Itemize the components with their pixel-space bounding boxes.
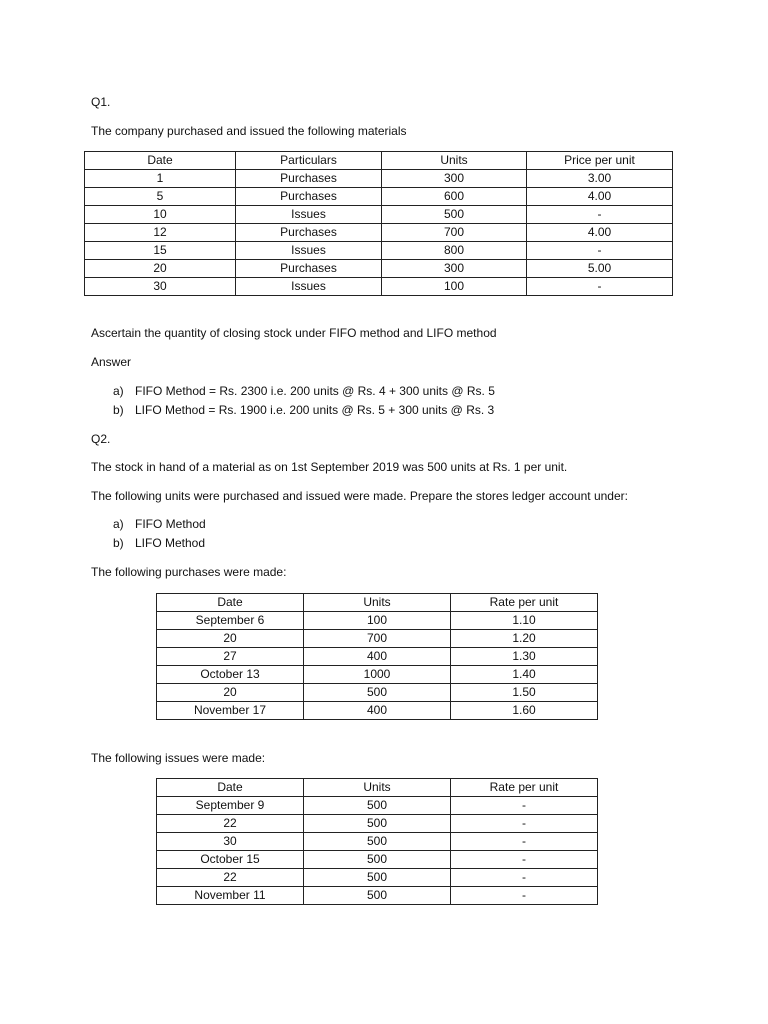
cell-rate: - <box>451 815 598 833</box>
q1-label: Q1. <box>91 95 111 109</box>
cell-particulars: Issues <box>236 206 382 224</box>
answer-label: Answer <box>91 355 132 369</box>
method-text: FIFO Method <box>135 517 206 531</box>
cell-date: 30 <box>85 278 236 296</box>
table-row <box>157 869 598 887</box>
purchases-table <box>156 593 598 720</box>
cell-price: - <box>527 242 673 260</box>
table-row <box>157 887 598 905</box>
cell-rate: 1.60 <box>451 702 598 720</box>
cell-particulars: Issues <box>236 242 382 260</box>
table-row <box>157 815 598 833</box>
answer-text: FIFO Method = Rs. 2300 i.e. 200 units @ Rs. 4 + 300 units @ Rs. 5 <box>135 384 495 398</box>
header-units: Units <box>382 152 527 170</box>
cell-units: 400 <box>304 648 451 666</box>
cell-units: 500 <box>304 851 451 869</box>
cell-units: 500 <box>304 684 451 702</box>
cell-units: 400 <box>304 702 451 720</box>
table-header-row <box>157 594 598 612</box>
cell-date: November 11 <box>157 887 304 905</box>
cell-rate: 1.20 <box>451 630 598 648</box>
header-price-per-unit: Price per unit <box>527 152 673 170</box>
method-item <box>113 516 206 532</box>
header-date: Date <box>157 779 304 797</box>
q2-label: Q2. <box>91 432 111 446</box>
header-rate-per-unit: Rate per unit <box>451 779 598 797</box>
list-marker: a) <box>113 384 124 398</box>
cell-units: 500 <box>304 887 451 905</box>
answer-text: LIFO Method = Rs. 1900 i.e. 200 units @ Rs. 5 + 300 units @ Rs. 3 <box>135 403 495 417</box>
cell-date: 12 <box>85 224 236 242</box>
cell-price: 4.00 <box>527 224 673 242</box>
table-row <box>157 833 598 851</box>
header-units: Units <box>304 779 451 797</box>
table-row <box>157 797 598 815</box>
answer-item <box>113 383 495 399</box>
cell-date: 20 <box>157 630 304 648</box>
cell-date: November 17 <box>157 702 304 720</box>
cell-date: 27 <box>157 648 304 666</box>
cell-units: 700 <box>382 224 527 242</box>
list-marker: a) <box>113 517 124 531</box>
cell-rate: 1.50 <box>451 684 598 702</box>
cell-price: - <box>527 206 673 224</box>
table-header-row <box>157 779 598 797</box>
cell-particulars: Purchases <box>236 188 382 206</box>
cell-date: 5 <box>85 188 236 206</box>
cell-date: 10 <box>85 206 236 224</box>
table-row <box>85 224 673 242</box>
cell-date: 30 <box>157 833 304 851</box>
method-text: LIFO Method <box>135 536 206 550</box>
list-marker: b) <box>113 536 124 550</box>
purchases-label: The following purchases were made: <box>91 565 287 579</box>
q1-materials-table <box>84 151 673 296</box>
cell-units: 100 <box>304 612 451 630</box>
cell-particulars: Purchases <box>236 260 382 278</box>
cell-date: 22 <box>157 815 304 833</box>
answer-item <box>113 402 494 418</box>
q2-stock-text: The stock in hand of a material as on 1st September 2019 was 500 units at Rs. 1 per unit. <box>91 460 568 474</box>
header-rate-per-unit: Rate per unit <box>451 594 598 612</box>
table-row <box>157 648 598 666</box>
table-row <box>157 851 598 869</box>
cell-units: 800 <box>382 242 527 260</box>
cell-units: 700 <box>304 630 451 648</box>
cell-particulars: Purchases <box>236 224 382 242</box>
header-date: Date <box>85 152 236 170</box>
header-units: Units <box>304 594 451 612</box>
cell-date: 20 <box>157 684 304 702</box>
issues-label: The following issues were made: <box>91 751 266 765</box>
table-row <box>157 702 598 720</box>
q1-question: Ascertain the quantity of closing stock under FIFO method and LIFO method <box>91 326 497 340</box>
cell-rate: - <box>451 851 598 869</box>
issues-table <box>156 778 598 905</box>
cell-units: 500 <box>304 797 451 815</box>
cell-units: 1000 <box>304 666 451 684</box>
cell-date: 20 <box>85 260 236 278</box>
table-header-row <box>85 152 673 170</box>
header-particulars: Particulars <box>236 152 382 170</box>
cell-rate: - <box>451 833 598 851</box>
cell-price: - <box>527 278 673 296</box>
table-row <box>157 666 598 684</box>
cell-units: 500 <box>382 206 527 224</box>
cell-price: 3.00 <box>527 170 673 188</box>
cell-rate: - <box>451 869 598 887</box>
cell-particulars: Issues <box>236 278 382 296</box>
cell-date: October 15 <box>157 851 304 869</box>
cell-date: September 6 <box>157 612 304 630</box>
list-marker: b) <box>113 403 124 417</box>
cell-units: 500 <box>304 833 451 851</box>
method-item <box>113 535 205 551</box>
cell-units: 500 <box>304 815 451 833</box>
q2-instruction: The following units were purchased and issued were made. Prepare the stores ledger account under: <box>91 489 628 503</box>
cell-price: 5.00 <box>527 260 673 278</box>
cell-rate: 1.30 <box>451 648 598 666</box>
table-row <box>157 684 598 702</box>
cell-rate: 1.10 <box>451 612 598 630</box>
cell-date: 1 <box>85 170 236 188</box>
cell-particulars: Purchases <box>236 170 382 188</box>
cell-units: 300 <box>382 170 527 188</box>
cell-units: 600 <box>382 188 527 206</box>
cell-units: 500 <box>304 869 451 887</box>
table-row <box>85 260 673 278</box>
cell-rate: - <box>451 887 598 905</box>
table-row <box>85 170 673 188</box>
q1-intro: The company purchased and issued the following materials <box>91 124 407 138</box>
table-row <box>85 188 673 206</box>
table-row <box>157 612 598 630</box>
cell-units: 100 <box>382 278 527 296</box>
cell-units: 300 <box>382 260 527 278</box>
cell-rate: 1.40 <box>451 666 598 684</box>
cell-date: 22 <box>157 869 304 887</box>
table-row <box>85 206 673 224</box>
cell-date: October 13 <box>157 666 304 684</box>
table-row <box>157 630 598 648</box>
cell-price: 4.00 <box>527 188 673 206</box>
header-date: Date <box>157 594 304 612</box>
cell-date: 15 <box>85 242 236 260</box>
table-row <box>85 242 673 260</box>
table-row <box>85 278 673 296</box>
cell-rate: - <box>451 797 598 815</box>
cell-date: September 9 <box>157 797 304 815</box>
